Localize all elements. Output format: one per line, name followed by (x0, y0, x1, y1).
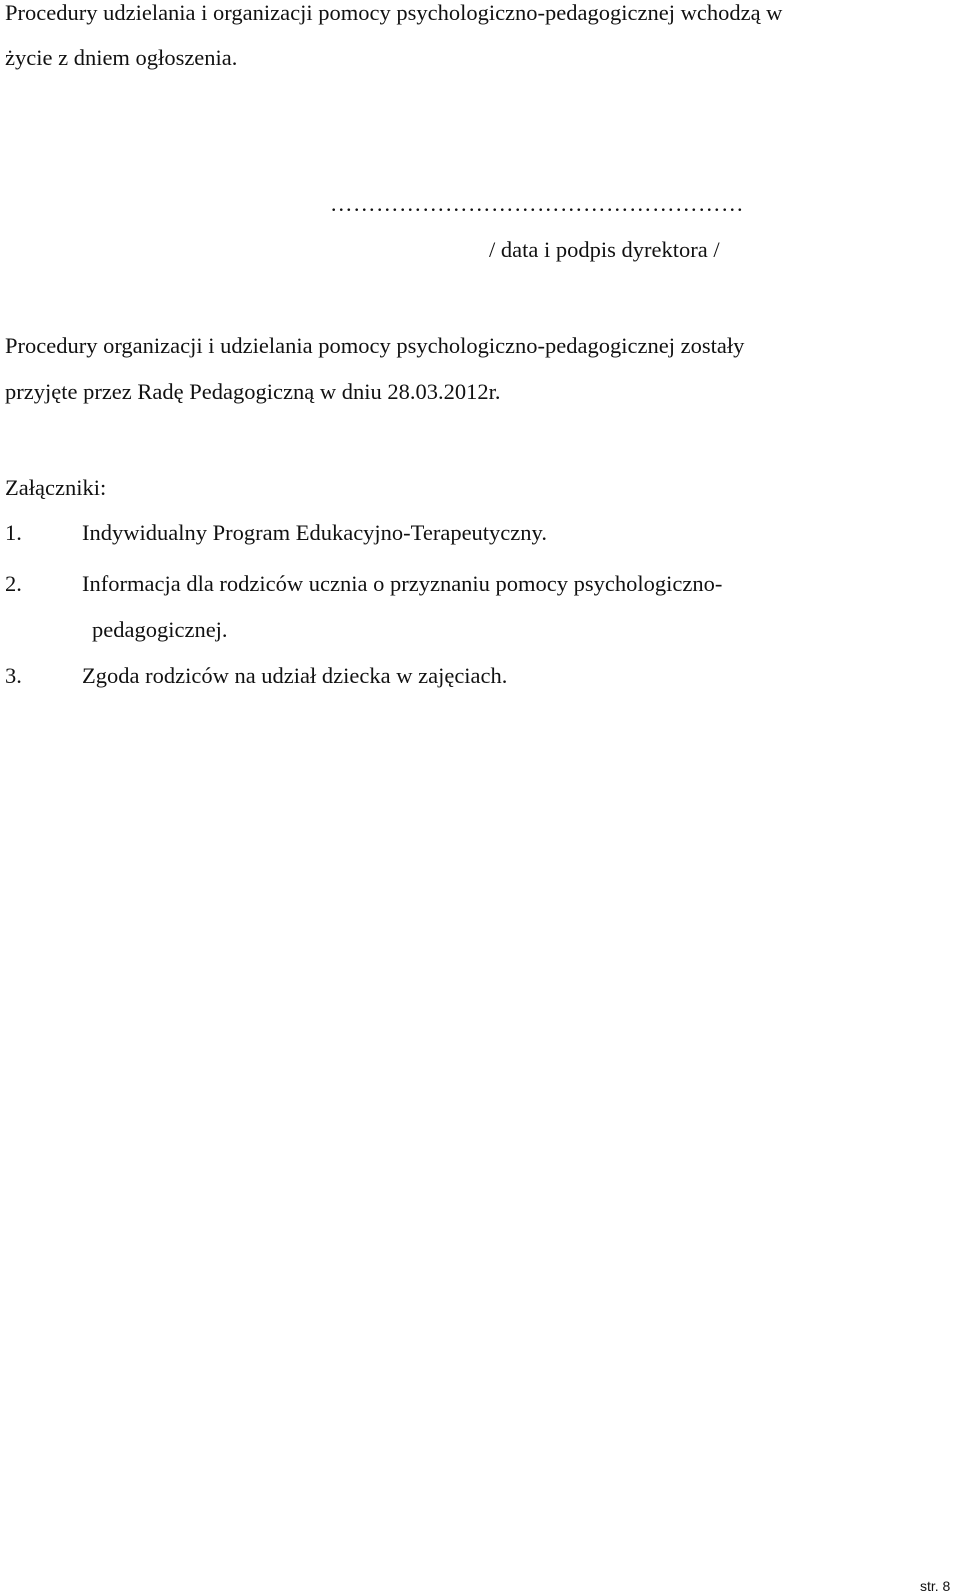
adoption-line-1: Procedury organizacji i udzielania pomocy psychologiczno-pedagogicznej zostały (5, 333, 745, 358)
attachments-heading: Załączniki: (5, 475, 107, 500)
attachment-1-text: Indywidualny Program Edukacyjno-Terapeutyczny. (82, 520, 547, 545)
attachment-2-text: Informacja dla rodziców ucznia o przyznaniu pomocy psychologiczno- (82, 571, 723, 596)
attachment-2-number: 2. (5, 571, 22, 596)
intro-line-2: życie z dniem ogłoszenia. (5, 45, 238, 70)
intro-line-1: Procedury udzielania i organizacji pomocy psychologiczno-pedagogicznej wchodzą w (5, 0, 783, 25)
page-number: str. 8 (920, 1578, 951, 1594)
signature-dotted-line: ……………………………………………… (330, 191, 744, 216)
attachment-1-number: 1. (5, 520, 22, 545)
signature-caption: / data i podpis dyrektora / (489, 237, 720, 262)
adoption-line-2: przyjęte przez Radę Pedagogiczną w dniu 28.03.2012r. (5, 379, 501, 404)
attachment-2-continuation: pedagogicznej. (92, 617, 228, 642)
attachment-3-text: Zgoda rodziców na udział dziecka w zajęciach. (82, 663, 508, 688)
attachment-3-number: 3. (5, 663, 22, 688)
